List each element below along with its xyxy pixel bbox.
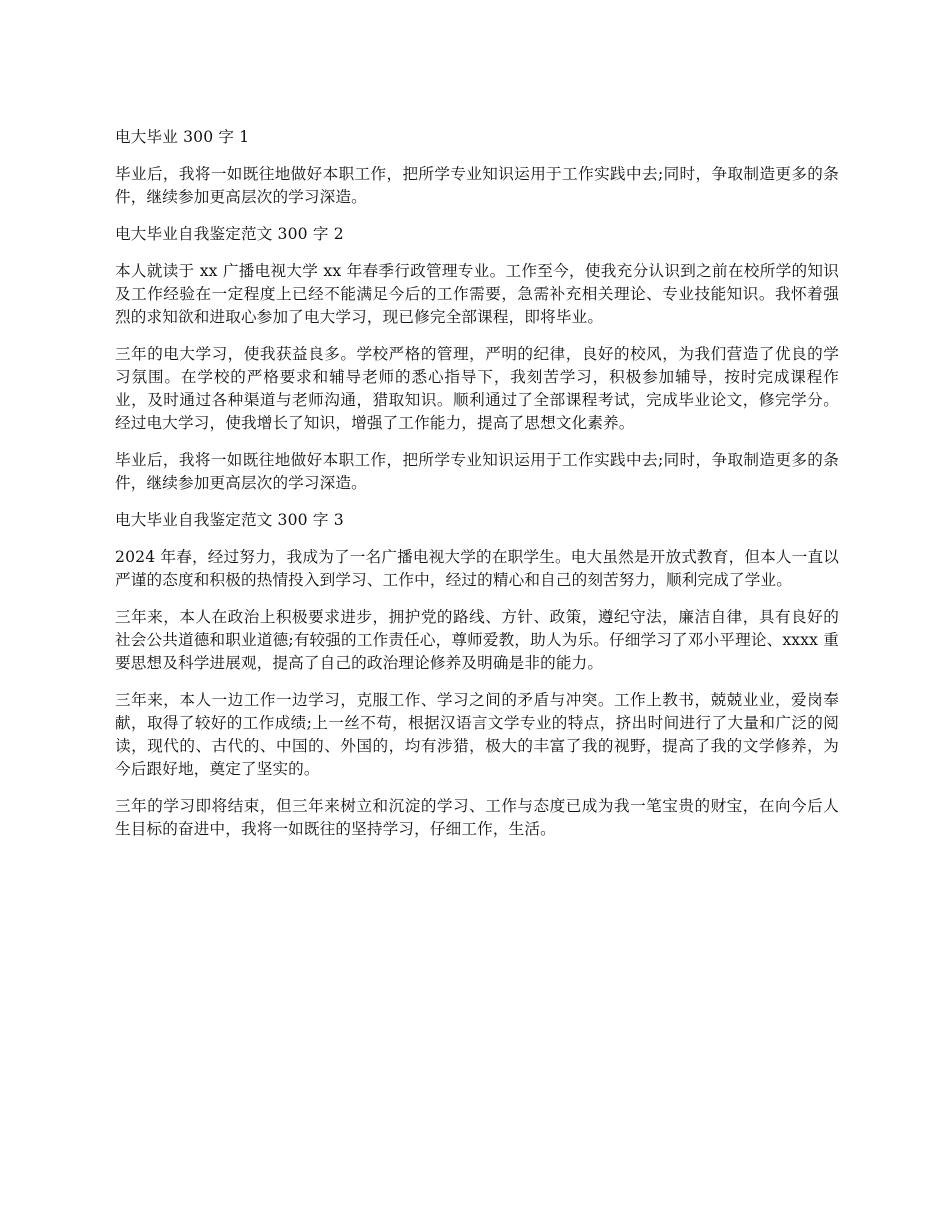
paragraph: 三年的电大学习，使我获益良多。学校严格的管理，严明的纪律，良好的校风，为我们营造了优良的学习氛围。在学校的严格要求和辅导老师的悉心指导下，我刻苦学习，积极参加辅导，按时完成课程作业，及时通过各种渠道与老师沟通，猎取知识。顺利通过了全部课程考试，完成毕业论文，修完学分。经过电大学习，使我增长了知识，增强了工作能力，提高了思想文化素养。 [115, 345, 839, 432]
paragraph: 三年来，本人在政治上积极要求进步，拥护党的路线、方针、政策，遵纪守法，廉洁自律，具有良好的社会公共道德和职业道德;有较强的工作责任心，尊师爱教，助人为乐。仔细学习了邓小平理论、xxxx 重要思想及科学进展观，提高了自己的政治理论修养及明确是非的能力。 [115, 608, 839, 672]
section-heading-1: 电大毕业 300 字 1 [115, 128, 250, 146]
section-heading-3: 电大毕业自我鉴定范文 300 字 3 [115, 511, 344, 529]
paragraph: 毕业后，我将一如既往地做好本职工作，把所学专业知识运用于工作实践中去;同时，争取制造更多的条件，继续参加更高层次的学习深造。 [115, 165, 839, 206]
paragraph: 本人就读于 xx 广播电视大学 xx 年春季行政管理专业。工作至今，使我充分认识到之前在校所学的知识及工作经验在一定程度上已经不能满足今后的工作需要，急需补充相关理论、专业技能知识。我怀着强烈的求知欲和进取心参加了电大学习，现已修完全部课程，即将毕业。 [115, 262, 839, 326]
section-heading-2: 电大毕业自我鉴定范文 300 字 2 [115, 225, 344, 243]
paragraph: 三年来，本人一边工作一边学习，克服工作、学习之间的矛盾与冲突。工作上教书，兢兢业业，爱岗奉献，取得了较好的工作成绩;上一丝不苟，根据汉语言文学专业的特点，挤出时间进行了大量和广泛的阅读，现代的、古代的、中国的、外国的，均有涉猎，极大的丰富了我的视野，提高了我的文学修养，为今后跟好地，奠定了坚实的。 [115, 691, 839, 778]
paragraph: 2024 年春，经过努力，我成为了一名广播电视大学的在职学生。电大虽然是开放式教育，但本人一直以严谨的态度和积极的热情投入到学习、工作中，经过的精心和自己的刻苦努力，顺利完成了学业。 [115, 548, 839, 589]
document-body [115, 126, 839, 855]
paragraph: 毕业后，我将一如既往地做好本职工作，把所学专业知识运用于工作实践中去;同时，争取制造更多的条件，继续参加更高层次的学习深造。 [115, 451, 839, 492]
paragraph: 三年的学习即将结束，但三年来树立和沉淀的学习、工作与态度已成为我一笔宝贵的财宝，在向今后人生目标的奋进中，我将一如既往的坚持学习，仔细工作，生活。 [115, 797, 839, 838]
